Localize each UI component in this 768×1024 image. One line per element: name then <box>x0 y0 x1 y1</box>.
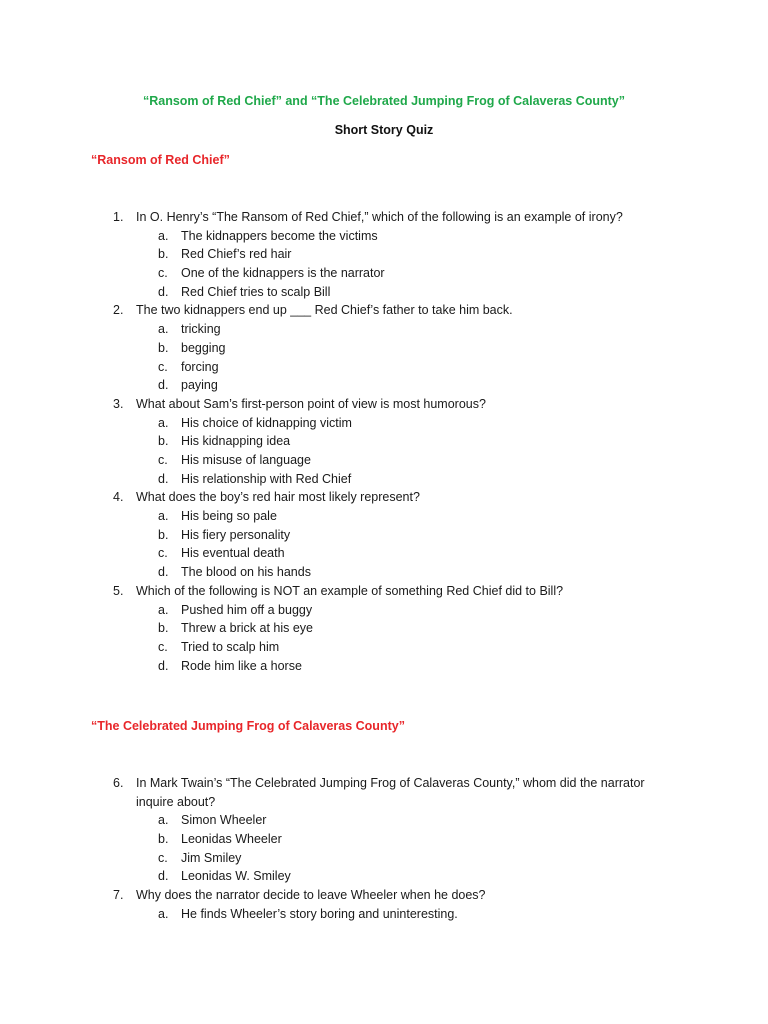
document-title: “Ransom of Red Chief” and “The Celebrated Jumping Frog of Calaveras County” <box>142 94 625 108</box>
answer-option <box>0 905 768 924</box>
option-letter: a. <box>158 228 169 243</box>
question-number: 1. <box>113 210 124 224</box>
question-text: In Mark Twain’s “The Celebrated Jumping Frog of Calaveras County,” whom did the narrator inquire about? <box>136 776 645 809</box>
option-text: Leonidas Wheeler <box>181 832 282 847</box>
option-text: The blood on his hands <box>181 565 311 580</box>
answer-option <box>0 376 768 395</box>
answer-option <box>0 544 768 563</box>
answer-option <box>0 638 768 657</box>
option-letter: d. <box>158 869 169 884</box>
question-number: 4. <box>113 490 124 505</box>
option-text: forcing <box>181 359 219 374</box>
answer-option <box>0 339 768 358</box>
answer-option <box>0 601 768 620</box>
option-text: Red Chief’s red hair <box>181 247 292 262</box>
answer-option <box>0 867 768 886</box>
question-3 <box>0 395 768 414</box>
option-letter: a. <box>158 322 169 337</box>
answer-option <box>0 619 768 638</box>
option-letter: a. <box>158 813 169 828</box>
answer-option <box>0 414 768 433</box>
option-letter: d. <box>158 378 169 393</box>
option-letter: b. <box>158 434 169 449</box>
question-list-ransom <box>0 208 768 675</box>
answer-option <box>0 320 768 339</box>
question-number: 2. <box>113 303 124 318</box>
answer-option <box>0 526 768 545</box>
question-number: 5. <box>113 583 124 598</box>
question-text: In O. Henry’s “The Ransom of Red Chief,” which of the following is an example of irony? <box>136 210 623 224</box>
question-text: What does the boy’s red hair most likely represent? <box>136 490 420 505</box>
document-subtitle: Short Story Quiz <box>334 123 434 137</box>
option-text: Pushed him off a buggy <box>181 602 313 617</box>
question-list-jumping-frog <box>0 774 768 924</box>
section-heading-ransom: “Ransom of Red Chief” <box>91 153 230 167</box>
answer-option <box>0 227 768 246</box>
option-letter: d. <box>158 658 169 673</box>
option-letter: c. <box>158 546 168 561</box>
option-letter: c. <box>158 850 168 865</box>
option-text: Rode him like a horse <box>181 658 302 673</box>
option-letter: b. <box>158 832 169 847</box>
option-letter: d. <box>158 284 169 299</box>
option-letter: a. <box>158 906 169 921</box>
option-text: Threw a brick at his eye <box>181 621 313 636</box>
option-text: His choice of kidnapping victim <box>181 415 352 430</box>
option-text: His fiery personality <box>181 527 291 542</box>
question-text: The two kidnappers end up ___ Red Chief’s father to take him back. <box>136 303 513 318</box>
question-number: 3. <box>113 396 124 411</box>
answer-option <box>0 507 768 526</box>
answer-option <box>0 283 768 302</box>
option-letter: a. <box>158 602 169 617</box>
option-text: Simon Wheeler <box>181 813 267 828</box>
answer-option <box>0 849 768 868</box>
answer-option <box>0 811 768 830</box>
option-text: His misuse of language <box>181 452 311 467</box>
question-number: 6. <box>113 776 124 790</box>
question-7 <box>0 886 768 905</box>
answer-option <box>0 657 768 676</box>
question-1 <box>0 208 768 227</box>
question-6 <box>0 774 768 811</box>
answer-option <box>0 432 768 451</box>
question-number: 7. <box>113 888 124 903</box>
option-letter: d. <box>158 471 169 486</box>
option-text: His kidnapping idea <box>181 434 291 449</box>
option-text: begging <box>181 340 226 355</box>
section-heading-jumping-frog: “The Celebrated Jumping Frog of Calaveras County” <box>91 719 405 733</box>
option-letter: a. <box>158 415 169 430</box>
option-letter: c. <box>158 639 168 654</box>
answer-option <box>0 470 768 489</box>
option-text: Red Chief tries to scalp Bill <box>181 284 331 299</box>
option-text: His being so pale <box>181 509 277 524</box>
option-text: tricking <box>181 322 221 337</box>
question-4 <box>0 488 768 507</box>
question-text: Why does the narrator decide to leave Wheeler when he does? <box>136 888 486 903</box>
option-text: His relationship with Red Chief <box>181 471 352 486</box>
answer-option <box>0 358 768 377</box>
answer-option <box>0 563 768 582</box>
option-letter: b. <box>158 340 169 355</box>
answer-option <box>0 451 768 470</box>
question-text: Which of the following is NOT an example of something Red Chief did to Bill? <box>136 583 564 598</box>
option-text: His eventual death <box>181 546 285 561</box>
answer-option <box>0 245 768 264</box>
option-letter: a. <box>158 509 169 524</box>
option-text: He finds Wheeler’s story boring and uninteresting. <box>181 906 458 921</box>
option-letter: b. <box>158 527 169 542</box>
answer-option <box>0 264 768 283</box>
question-text: What about Sam’s first-person point of view is most humorous? <box>136 396 486 411</box>
option-letter: b. <box>158 247 169 262</box>
answer-option <box>0 830 768 849</box>
option-text: paying <box>181 378 218 393</box>
question-2 <box>0 301 768 320</box>
option-text: One of the kidnappers is the narrator <box>181 266 385 281</box>
option-text: Tried to scalp him <box>181 639 280 654</box>
option-letter: d. <box>158 565 169 580</box>
option-text: The kidnappers become the victims <box>181 228 378 243</box>
option-letter: b. <box>158 621 169 636</box>
option-letter: c. <box>158 359 168 374</box>
option-text: Leonidas W. Smiley <box>181 869 291 884</box>
question-5 <box>0 582 768 601</box>
option-text: Jim Smiley <box>181 850 242 865</box>
option-letter: c. <box>158 452 168 467</box>
option-letter: c. <box>158 266 168 281</box>
